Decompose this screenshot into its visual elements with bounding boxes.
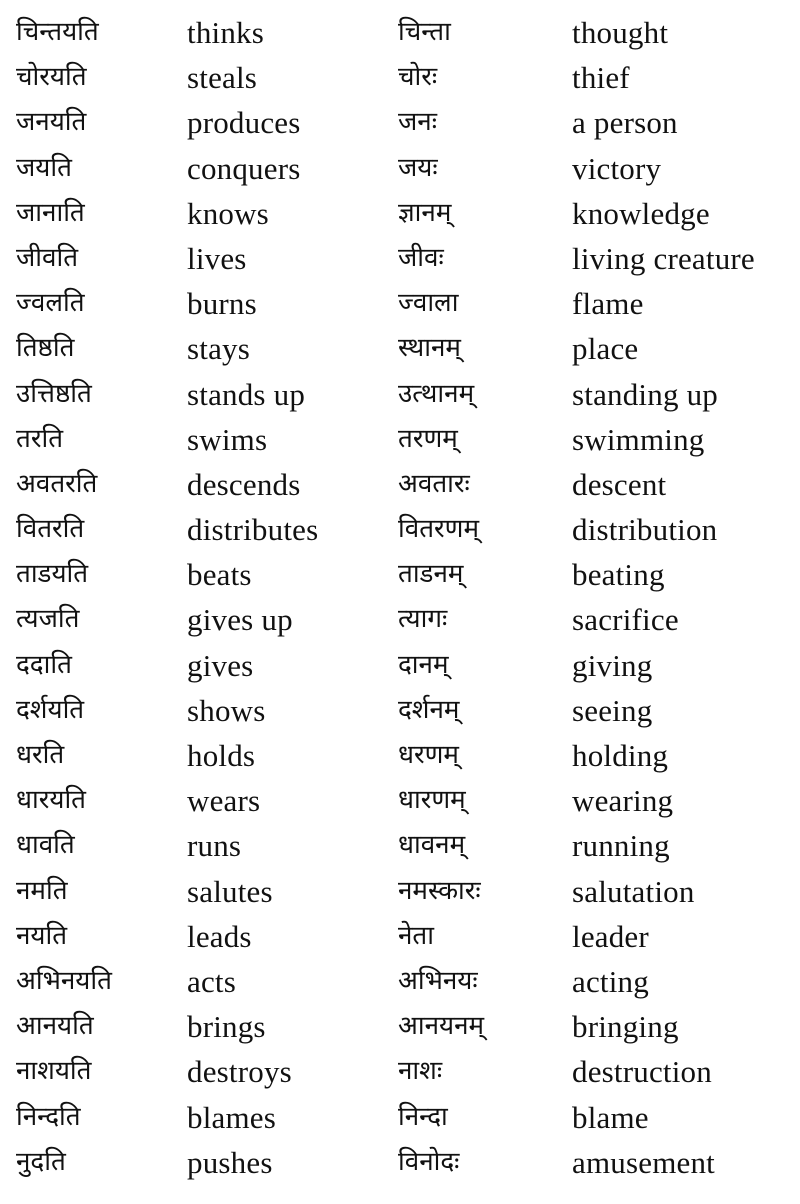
sanskrit-verb: ददाति: [16, 649, 72, 680]
table-row: [0, 1095, 800, 1140]
table-row: [0, 236, 800, 281]
table-row: [0, 10, 800, 55]
sanskrit-noun: निन्दा: [398, 1101, 448, 1132]
verb-meaning: knows: [187, 195, 269, 231]
sanskrit-verb: अवतरति: [16, 468, 98, 499]
verb-meaning: gives: [187, 647, 254, 683]
table-row: [0, 100, 800, 145]
noun-meaning: a person: [572, 105, 678, 141]
sanskrit-noun: नेता: [398, 920, 434, 951]
noun-meaning: blame: [572, 1099, 649, 1135]
verb-meaning: stands up: [187, 376, 306, 412]
noun-meaning: destruction: [572, 1054, 712, 1090]
sanskrit-verb: अभिनयति: [16, 965, 112, 996]
sanskrit-verb: जयति: [16, 152, 72, 183]
verb-meaning: holds: [187, 738, 256, 773]
noun-meaning: distribution: [572, 512, 718, 548]
noun-meaning: standing up: [572, 376, 718, 412]
sanskrit-noun: वितरणम्: [398, 514, 479, 545]
noun-meaning: beating: [572, 557, 665, 593]
noun-meaning: victory: [572, 150, 662, 186]
verb-meaning: conquers: [187, 150, 301, 186]
verb-meaning: blames: [187, 1099, 277, 1135]
noun-meaning: swimming: [572, 421, 705, 457]
table-row: [0, 778, 800, 823]
noun-meaning: living creature: [572, 240, 755, 276]
sanskrit-noun: त्यागः: [398, 604, 448, 635]
table-row: [0, 1049, 800, 1094]
noun-meaning: salutation: [572, 873, 695, 909]
table-row: [0, 372, 800, 417]
noun-meaning: bringing: [572, 1009, 679, 1045]
table-row: [0, 281, 800, 326]
noun-meaning: leader: [572, 918, 649, 954]
sanskrit-verb: चोरयति: [16, 62, 87, 93]
verb-meaning: beats: [187, 557, 252, 593]
sanskrit-noun: अवतारः: [398, 468, 470, 499]
verb-meaning: acts: [187, 963, 236, 999]
table-row: [0, 823, 800, 868]
verb-meaning: wears: [187, 783, 261, 819]
sanskrit-verb: दर्शयति: [16, 694, 85, 725]
sanskrit-noun: नमस्कारः: [398, 875, 481, 906]
sanskrit-noun: ताडनम्: [398, 559, 464, 590]
sanskrit-verb: चिन्तयति: [16, 17, 99, 47]
sanskrit-verb: जनयति: [16, 107, 87, 138]
verb-meaning: produces: [187, 105, 301, 141]
sanskrit-noun: अभिनयः: [398, 965, 478, 996]
sanskrit-noun: तरणम्: [398, 423, 458, 454]
sanskrit-verb: निन्दति: [16, 1101, 81, 1132]
sanskrit-verb: जीवति: [16, 242, 79, 273]
sanskrit-noun: जीवः: [398, 242, 444, 273]
sanskrit-verb: ताडयति: [16, 559, 89, 590]
table-row: [0, 507, 800, 552]
verb-meaning: leads: [187, 918, 252, 954]
sanskrit-noun: ज्ञानम्: [398, 197, 452, 228]
sanskrit-noun: धरणम्: [398, 740, 459, 770]
verb-meaning: distributes: [187, 512, 319, 548]
sanskrit-verb: नमति: [16, 875, 68, 906]
verb-meaning: destroys: [187, 1054, 292, 1090]
noun-meaning: giving: [572, 647, 653, 683]
sanskrit-verb: तरति: [16, 423, 64, 454]
sanskrit-verb: त्यजति: [16, 604, 80, 635]
sanskrit-verb: नुदति: [16, 1146, 66, 1177]
verb-meaning: steals: [187, 60, 258, 96]
noun-meaning: sacrifice: [572, 602, 679, 638]
table-row: [0, 733, 800, 778]
sanskrit-verb: वितरति: [16, 514, 85, 545]
sanskrit-noun: दानम्: [398, 649, 449, 680]
table-row: [0, 1140, 800, 1185]
noun-meaning: holding: [572, 738, 669, 773]
sanskrit-noun: उत्थानम्: [398, 378, 475, 409]
table-row: [0, 146, 800, 191]
verb-meaning: runs: [187, 828, 242, 864]
noun-meaning: seeing: [572, 692, 653, 728]
sanskrit-verb: धावति: [16, 830, 75, 861]
noun-meaning: running: [572, 828, 670, 864]
noun-meaning: knowledge: [572, 195, 710, 231]
table-row: [0, 55, 800, 100]
vocabulary-table: [0, 10, 800, 1185]
sanskrit-noun: ज्वाला: [398, 288, 459, 319]
sanskrit-verb: जानाति: [16, 197, 85, 228]
sanskrit-noun: धावनम्: [398, 830, 466, 861]
sanskrit-verb: धरति: [16, 740, 65, 770]
noun-meaning: thief: [572, 60, 630, 96]
table-row: [0, 688, 800, 733]
sanskrit-verb: ज्वलति: [16, 288, 85, 319]
table-row: [0, 417, 800, 462]
sanskrit-noun: जनः: [398, 107, 437, 138]
table-row: [0, 1004, 800, 1049]
verb-meaning: burns: [187, 286, 257, 322]
verb-meaning: lives: [187, 240, 247, 276]
sanskrit-noun: चिन्ता: [398, 17, 451, 47]
sanskrit-verb: नाशयति: [16, 1056, 92, 1087]
sanskrit-noun: जयः: [398, 152, 438, 183]
sanskrit-noun: नाशः: [398, 1056, 443, 1087]
table-row: [0, 462, 800, 507]
sanskrit-noun: स्थानम्: [398, 333, 461, 364]
sanskrit-verb: नयति: [16, 920, 68, 951]
table-row: [0, 869, 800, 914]
noun-meaning: flame: [572, 286, 644, 322]
noun-meaning: amusement: [572, 1144, 715, 1180]
table-row: [0, 597, 800, 642]
sanskrit-noun: दर्शनम्: [398, 694, 460, 725]
verb-meaning: shows: [187, 692, 266, 728]
table-row: [0, 643, 800, 688]
table-row: [0, 552, 800, 597]
sanskrit-noun: चोरः: [398, 62, 438, 93]
noun-meaning: thought: [572, 15, 669, 50]
sanskrit-verb: तिष्ठति: [16, 333, 75, 364]
table-row: [0, 191, 800, 236]
sanskrit-noun: विनोदः: [398, 1146, 460, 1177]
verb-meaning: swims: [187, 421, 268, 457]
noun-meaning: wearing: [572, 783, 674, 819]
noun-meaning: place: [572, 331, 639, 367]
verb-meaning: salutes: [187, 873, 273, 909]
sanskrit-verb: आनयति: [16, 1011, 94, 1042]
verb-meaning: brings: [187, 1009, 266, 1045]
verb-meaning: gives up: [187, 602, 293, 638]
verb-meaning: thinks: [187, 15, 264, 50]
table-row: [0, 959, 800, 1004]
noun-meaning: acting: [572, 963, 649, 999]
sanskrit-verb: धारयति: [16, 785, 86, 816]
table-row: [0, 914, 800, 959]
verb-meaning: pushes: [187, 1144, 273, 1180]
noun-meaning: descent: [572, 466, 667, 502]
verb-meaning: stays: [187, 331, 250, 367]
sanskrit-verb: उत्तिष्ठति: [16, 378, 92, 409]
table-row: [0, 326, 800, 371]
sanskrit-noun: धारणम्: [398, 785, 466, 816]
sanskrit-noun: आनयनम्: [398, 1011, 485, 1042]
verb-meaning: descends: [187, 466, 301, 502]
